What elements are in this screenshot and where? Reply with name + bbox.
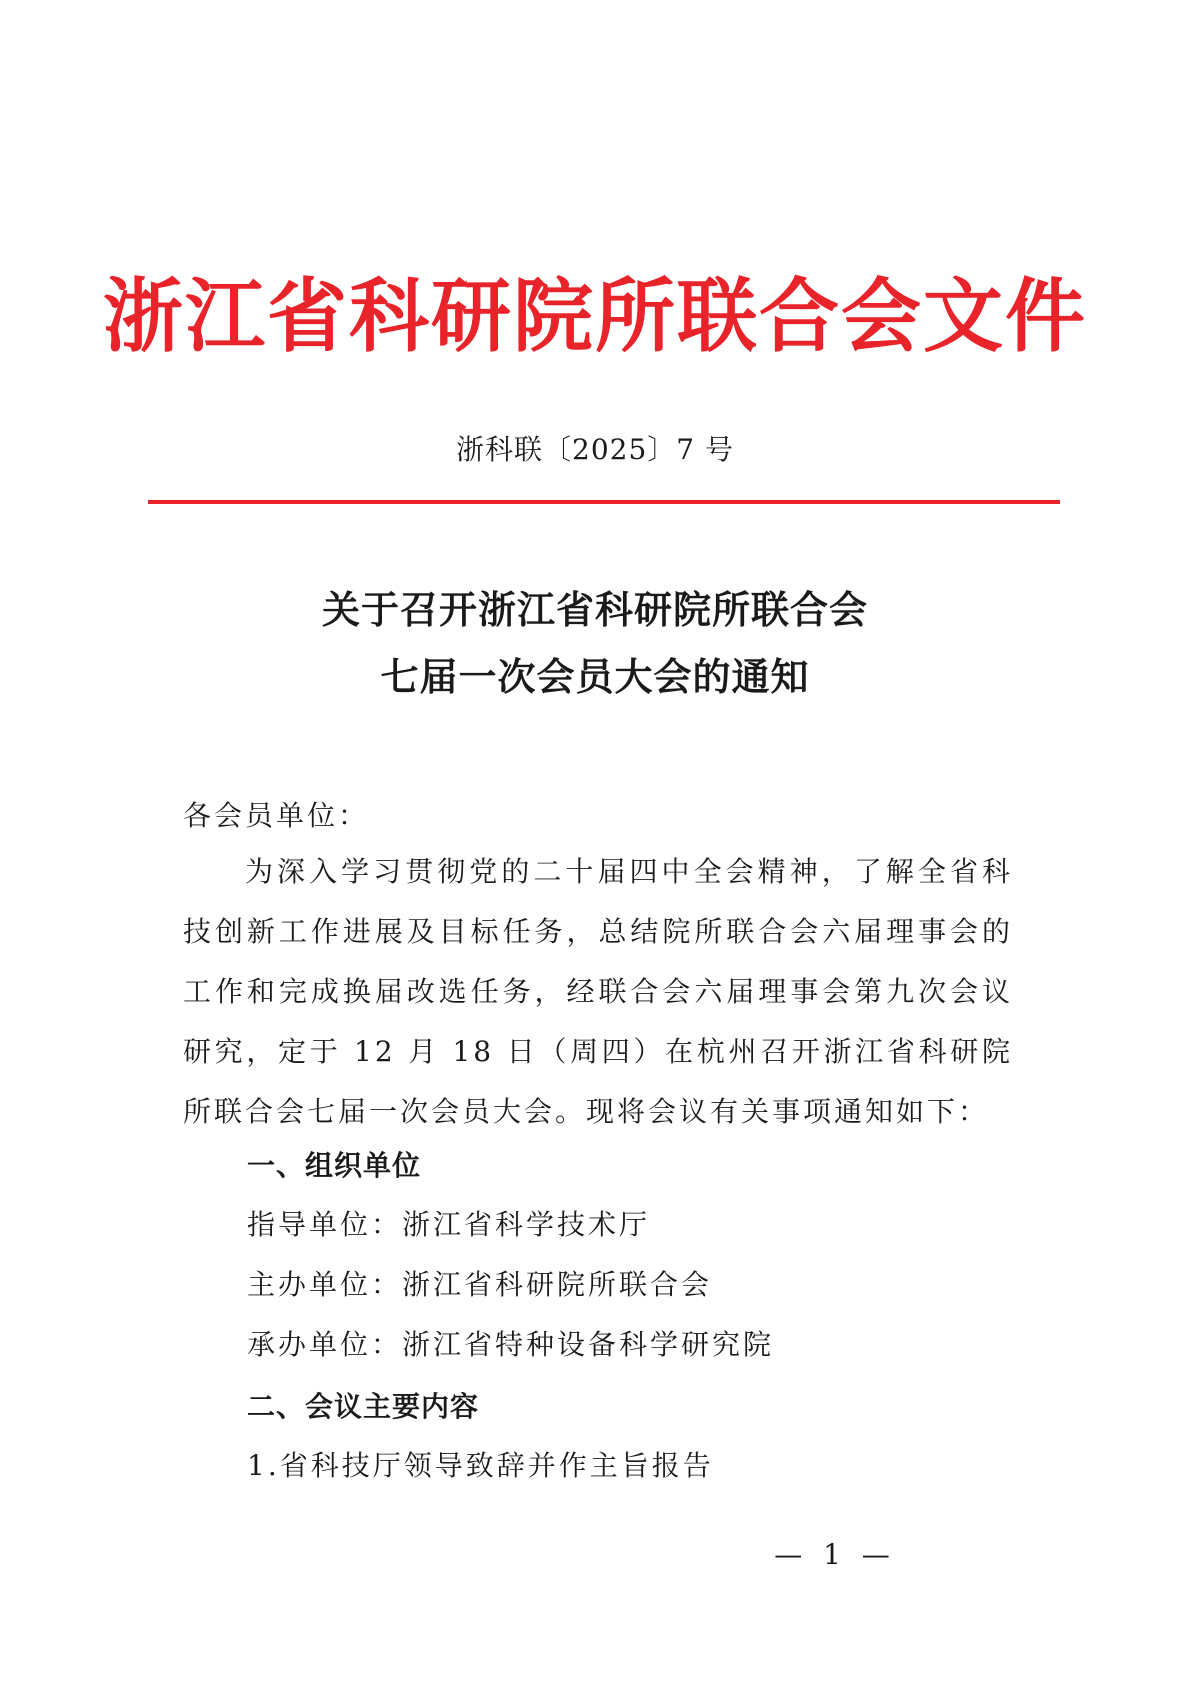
section-2-heading: 二、会议主要内容 bbox=[247, 1390, 480, 1423]
section-1-heading: 一、组织单位 bbox=[247, 1149, 422, 1182]
document-masthead: 浙江省科研院所联合会文件 bbox=[103, 269, 1087, 363]
salutation: 各会员单位： bbox=[183, 799, 370, 832]
organizer-guiding-unit: 指导单位：浙江省科学技术厅 bbox=[247, 1208, 651, 1241]
red-divider-line bbox=[148, 500, 1060, 504]
page-number: — 1 — bbox=[774, 1538, 896, 1571]
notice-title-line-1: 关于召开浙江省科研院所联合会 bbox=[321, 587, 868, 632]
document-number: 浙科联〔2025〕7 号 bbox=[456, 433, 734, 466]
organizer-host-unit: 主办单位：浙江省科研院所联合会 bbox=[247, 1268, 713, 1301]
intro-paragraph: 为深入学习贯彻党的二十届四中全会精神，了解全省科技创新工作进展及目标任务，总结院所联合会六届理事会的工作和完成换届改选任务，经联合会六届理事会第九次会议研究，定于 12 月 18 日（周四）在杭州召开浙江省科研院所联合会七届一次会员大会。现将会议有关事项通知如下： bbox=[183, 855, 1013, 1128]
notice-title-line-2: 七届一次会员大会的通知 bbox=[380, 654, 810, 699]
meeting-content-item: 1.省科技厅领导致辞并作主旨报告 bbox=[247, 1449, 714, 1482]
organizer-undertaking-unit: 承办单位：浙江省特种设备科学研究院 bbox=[247, 1328, 775, 1361]
